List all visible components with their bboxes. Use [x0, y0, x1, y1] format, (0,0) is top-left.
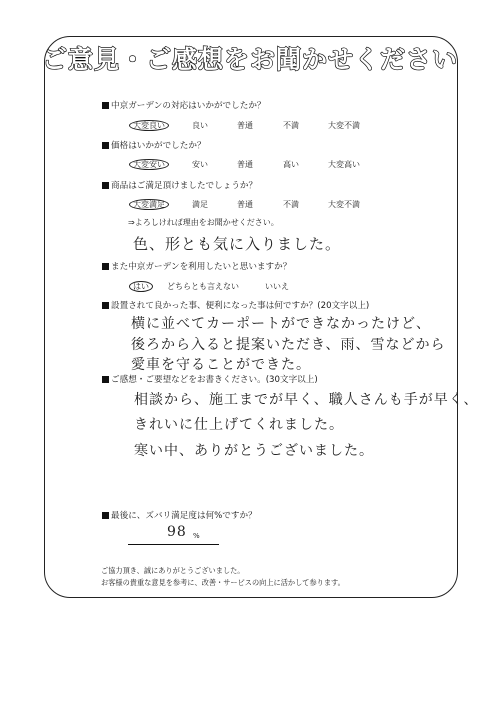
q3-option-2[interactable]: 満足	[192, 200, 208, 209]
question-5: 設置されて良かった事、便利になった事は何ですか？(20文字以上)	[102, 299, 369, 311]
q2-option-5[interactable]: 大変高い	[328, 160, 360, 169]
question-6: ご感想・ご要望などをお書きください。(30文字以上)	[102, 373, 318, 385]
q7-answer-underline	[128, 544, 219, 545]
q2-option-3[interactable]: 普通	[237, 160, 253, 169]
q6-answer-line-3[interactable]: 寒い中、ありがとうございました。	[134, 443, 374, 459]
q1-option-4[interactable]: 不満	[283, 121, 299, 130]
q1-option-5[interactable]: 大変不満	[328, 121, 360, 130]
q5-answer-line-2[interactable]: 後ろから入ると提案いただき、雨、雪などから	[131, 337, 446, 353]
footer-message: お客様の貴重な意見を参考に、改善・サービスの向上に活かして参ります。	[101, 578, 345, 587]
q4-option-2[interactable]: どちらとも言えない	[167, 282, 239, 291]
q6-answer-line-2[interactable]: きれいに仕上げてくれました。	[134, 417, 344, 433]
q4-option-3[interactable]: いいえ	[265, 282, 289, 291]
question-1: 中京ガーデンの対応はいかがでしたか？	[102, 99, 266, 111]
q1-option-3[interactable]: 普通	[237, 121, 253, 130]
q3-option-3[interactable]: 普通	[237, 200, 253, 209]
q3-handwritten-answer[interactable]: 色、形とも気に入りました。	[133, 235, 342, 253]
question-4: また中京ガーデンを利用したいと思いますか？	[102, 260, 291, 272]
q5-answer-line-1[interactable]: 横に並べてカーポートができなかったけど、	[131, 316, 431, 332]
q1-option-1[interactable]: 大変良い	[133, 120, 169, 131]
q1-option-2[interactable]: 良い	[192, 121, 208, 130]
q2-option-4[interactable]: 高い	[283, 160, 299, 169]
q6-answer-line-1[interactable]: 相談から、施工までが早く、職人さんも手が早く、	[134, 392, 479, 408]
question-7: 最後に、ズバリ満足度は何%ですか？	[102, 509, 257, 521]
q3-reason-prompt: ⇒よろしければ理由をお聞かせください。	[128, 218, 279, 227]
q4-option-1[interactable]: はい	[133, 281, 153, 292]
survey-title: ご意見・ご感想をお聞かせください	[41, 45, 458, 74]
q7-handwritten-answer[interactable]: 98	[167, 524, 187, 540]
q3-option-1[interactable]: 大変満足	[133, 199, 169, 210]
q2-option-1[interactable]: 大変安い	[133, 159, 169, 170]
question-3: 商品はご満足頂けましたでしょうか？	[102, 179, 257, 191]
q3-option-5[interactable]: 大変不満	[328, 200, 360, 209]
footer-thanks: ご協力頂き、誠にありがとうございました。	[101, 566, 245, 575]
q5-answer-line-3[interactable]: 愛車を守ることができた。	[131, 357, 311, 373]
q2-option-2[interactable]: 安い	[192, 160, 208, 169]
question-2: 価格はいかがでしたか？	[102, 139, 206, 151]
q3-option-4[interactable]: 不満	[283, 200, 299, 209]
q7-percent-unit: %	[193, 532, 200, 540]
